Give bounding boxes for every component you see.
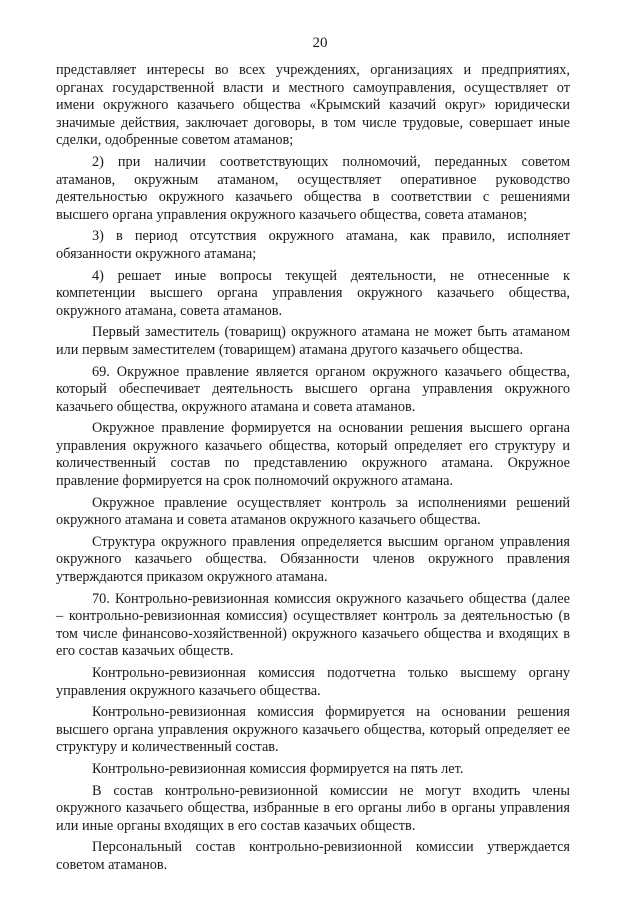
paragraph: Окружное правление формируется на основании решения высшего органа управления окружного казачьего общества, который определяет его структуру и количественный состав по представлению окружного атамана. Окружное правление формируется на срок полномочий окружного атамана. bbox=[56, 420, 570, 490]
paragraph: В состав контрольно-ревизионной комиссии не могут входить члены окружного казачьего общества, избранные в его органы либо в органы управления или иные органы входящих в его состав казачьих обществ. bbox=[56, 782, 570, 834]
paragraph: Контрольно-ревизионная комиссия формируется на пять лет. bbox=[92, 760, 464, 777]
paragraph: 70. Контрольно-ревизионная комиссия окружного казачьего общества (далее – контрольно-ревизионная комиссия) осуществляет контроль за деятельностью (в том числе финансово-хозяйственной) окружного казачьего общества и входящих в его состав казачьих обществ. bbox=[56, 590, 570, 660]
page-number: 20 bbox=[312, 35, 328, 51]
paragraph: Структура окружного правления определяется высшим органом управления окружного казачьего общества. Обязанности членов окружного правления утверждаются приказом окружного атамана. bbox=[56, 533, 570, 586]
paragraph: 2) при наличии соответствующих полномочий, переданных советом атаманов, окружным атаманом, осуществляет оперативное руководство деятельностью окружного казачьего общества в соответствии с решениями высшего органа управления окружного казачьего общества, совета атаманов; bbox=[56, 153, 570, 223]
paragraph: 3) в период отсутствия окружного атамана, как правило, исполняет обязанности окружного атамана; bbox=[56, 228, 570, 262]
paragraph: 69. Окружное правление является органом окружного казачьего общества, который обеспечивает деятельность высшего органа управления окружного казачьего общества, окружного атамана и совета атаманов. bbox=[56, 363, 570, 415]
paragraph: Контрольно-ревизионная комиссия подотчетна только высшему органу управления окружного казачьего общества. bbox=[56, 665, 570, 699]
document-body bbox=[56, 62, 570, 879]
paragraph: представляет интересы во всех учреждениях, организациях и предприятиях, органах государственной власти и местного самоуправления, осуществляет от имени окружного казачьего общества «Крымский казачий округ» юридически значимые действия, заключает договоры, в том числе трудовые, совершает иные сделки, одобренные советом атаманов; bbox=[56, 62, 570, 149]
paragraph: Первый заместитель (товарищ) окружного атамана не может быть атаманом или первым заместителем (товарищем) атамана другого казачьего общества. bbox=[56, 324, 570, 358]
paragraph: Контрольно-ревизионная комиссия формируется на основании решения высшего органа управления окружного казачьего общества, который определяет ее структуру и количественный состав. bbox=[56, 704, 570, 756]
paragraph: Окружное правление осуществляет контроль за исполнениями решений окружного атамана и совета атаманов окружного казачьего общества. bbox=[56, 494, 570, 529]
paragraph: 4) решает иные вопросы текущей деятельности, не отнесенные к компетенции высшего органа управления окружного казачьего общества, окружного атамана, совета атаманов. bbox=[56, 267, 570, 319]
paragraph: Персональный состав контрольно-ревизионной комиссии утверждается советом атаманов. bbox=[56, 839, 570, 873]
